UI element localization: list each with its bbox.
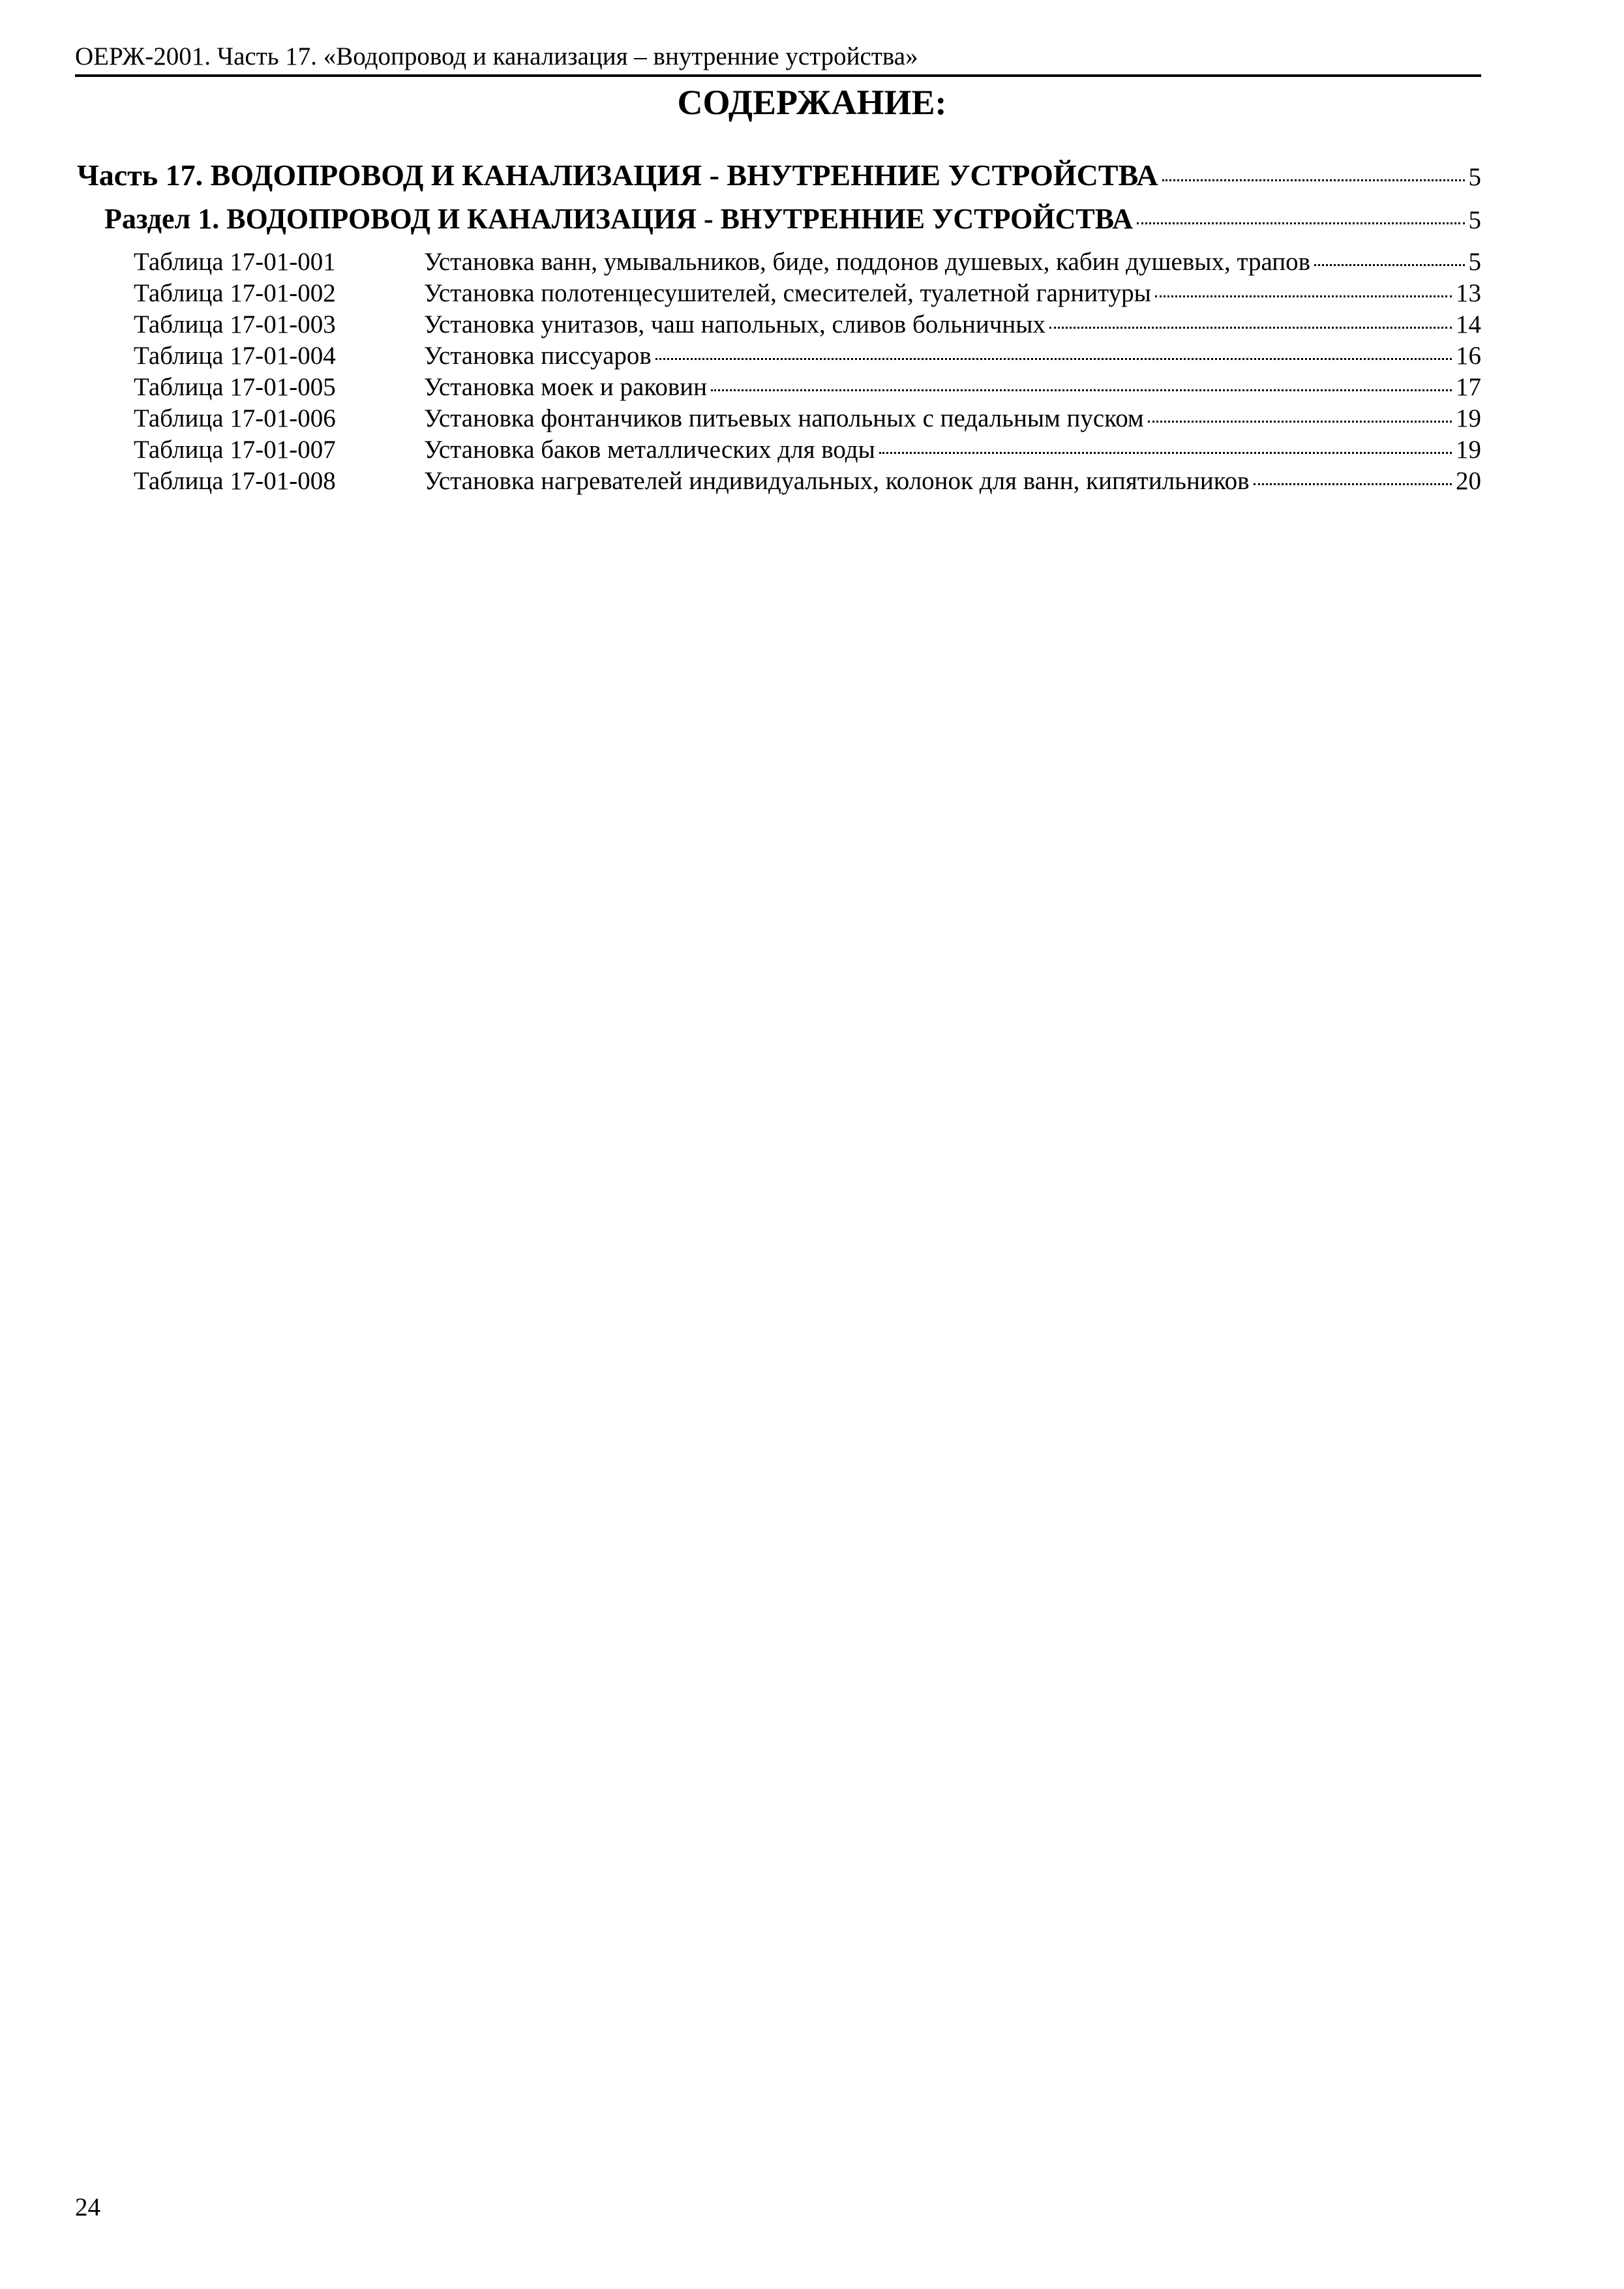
toc-table-page: 14	[1456, 310, 1481, 338]
toc-table-page: 17	[1456, 373, 1481, 401]
dot-leader	[1049, 327, 1452, 329]
toc-table-title: Установка нагревателей индивидуальных, колонок для ванн, кипятильников	[424, 467, 1250, 495]
toc-table-page: 16	[1456, 342, 1481, 370]
toc-part-label: Часть 17. ВОДОПРОВОД И КАНАЛИЗАЦИЯ - ВНУТРЕННИЕ УСТРОЙСТВА	[77, 158, 1158, 192]
dot-leader	[711, 389, 1452, 391]
dot-leader	[879, 452, 1452, 454]
toc-table-entry[interactable]	[134, 372, 1481, 403]
toc-table-code: Таблица 17-01-005	[134, 373, 336, 401]
toc-section-entry[interactable]	[104, 201, 1481, 239]
toc-table-entry[interactable]	[134, 340, 1481, 372]
toc-part-entry[interactable]	[77, 157, 1481, 196]
page-title: СОДЕРЖАНИЕ:	[677, 83, 947, 122]
toc-table-title: Установка полотенцесушителей, смесителей, туалетной гарнитуры	[424, 279, 1151, 307]
toc-table-code: Таблица 17-01-008	[134, 467, 336, 495]
running-header	[75, 40, 1481, 77]
page-number: 24	[75, 2193, 100, 2221]
toc-table-title: Установка писсуаров	[424, 342, 652, 370]
toc-section-page: 5	[1468, 206, 1481, 234]
toc-table-page: 19	[1456, 436, 1481, 464]
toc-section-label: Раздел 1. ВОДОПРОВОД И КАНАЛИЗАЦИЯ - ВНУТРЕННИЕ УСТРОЙСТВА	[104, 203, 1134, 235]
toc-table-code: Таблица 17-01-004	[134, 342, 336, 370]
running-title: ОЕРЖ-2001. Часть 17. «Водопровод и канализация – внутренние устройства»	[75, 42, 918, 70]
toc-table-page: 19	[1456, 404, 1481, 432]
toc-table-page: 13	[1456, 279, 1481, 307]
toc-table-code: Таблица 17-01-006	[134, 404, 336, 432]
toc-table-entry[interactable]	[134, 403, 1481, 434]
toc-table-title: Установка ванн, умывальников, биде, поддонов душевых, кабин душевых, трапов	[424, 248, 1311, 276]
toc-table-entry[interactable]	[134, 278, 1481, 309]
toc-table-entry[interactable]	[134, 434, 1481, 466]
toc-table-page: 5	[1468, 248, 1481, 276]
dot-leader	[1148, 421, 1452, 423]
toc-table-title: Установка баков металлических для воды	[424, 436, 875, 464]
dot-leader	[1162, 179, 1465, 181]
toc-table-code: Таблица 17-01-001	[134, 248, 336, 276]
toc-table-entry[interactable]	[134, 247, 1481, 278]
dot-leader	[1254, 483, 1452, 485]
toc-table-title: Установка унитазов, чаш напольных, сливов больничных	[424, 310, 1045, 338]
toc-table-entry[interactable]	[134, 466, 1481, 497]
toc-part-page: 5	[1468, 163, 1481, 191]
dot-leader	[1155, 295, 1452, 297]
dot-leader	[1137, 222, 1464, 224]
toc-table-entry[interactable]	[134, 309, 1481, 340]
toc-table-page: 20	[1456, 467, 1481, 495]
dot-leader	[1314, 264, 1464, 266]
toc-table-code: Таблица 17-01-007	[134, 436, 336, 464]
toc-table-code: Таблица 17-01-003	[134, 310, 336, 338]
dot-leader	[655, 358, 1452, 360]
toc-table-code: Таблица 17-01-002	[134, 279, 336, 307]
toc-table-title: Установка моек и раковин	[424, 373, 707, 401]
toc-table-title: Установка фонтанчиков питьевых напольных с педальным пуском	[424, 404, 1144, 432]
